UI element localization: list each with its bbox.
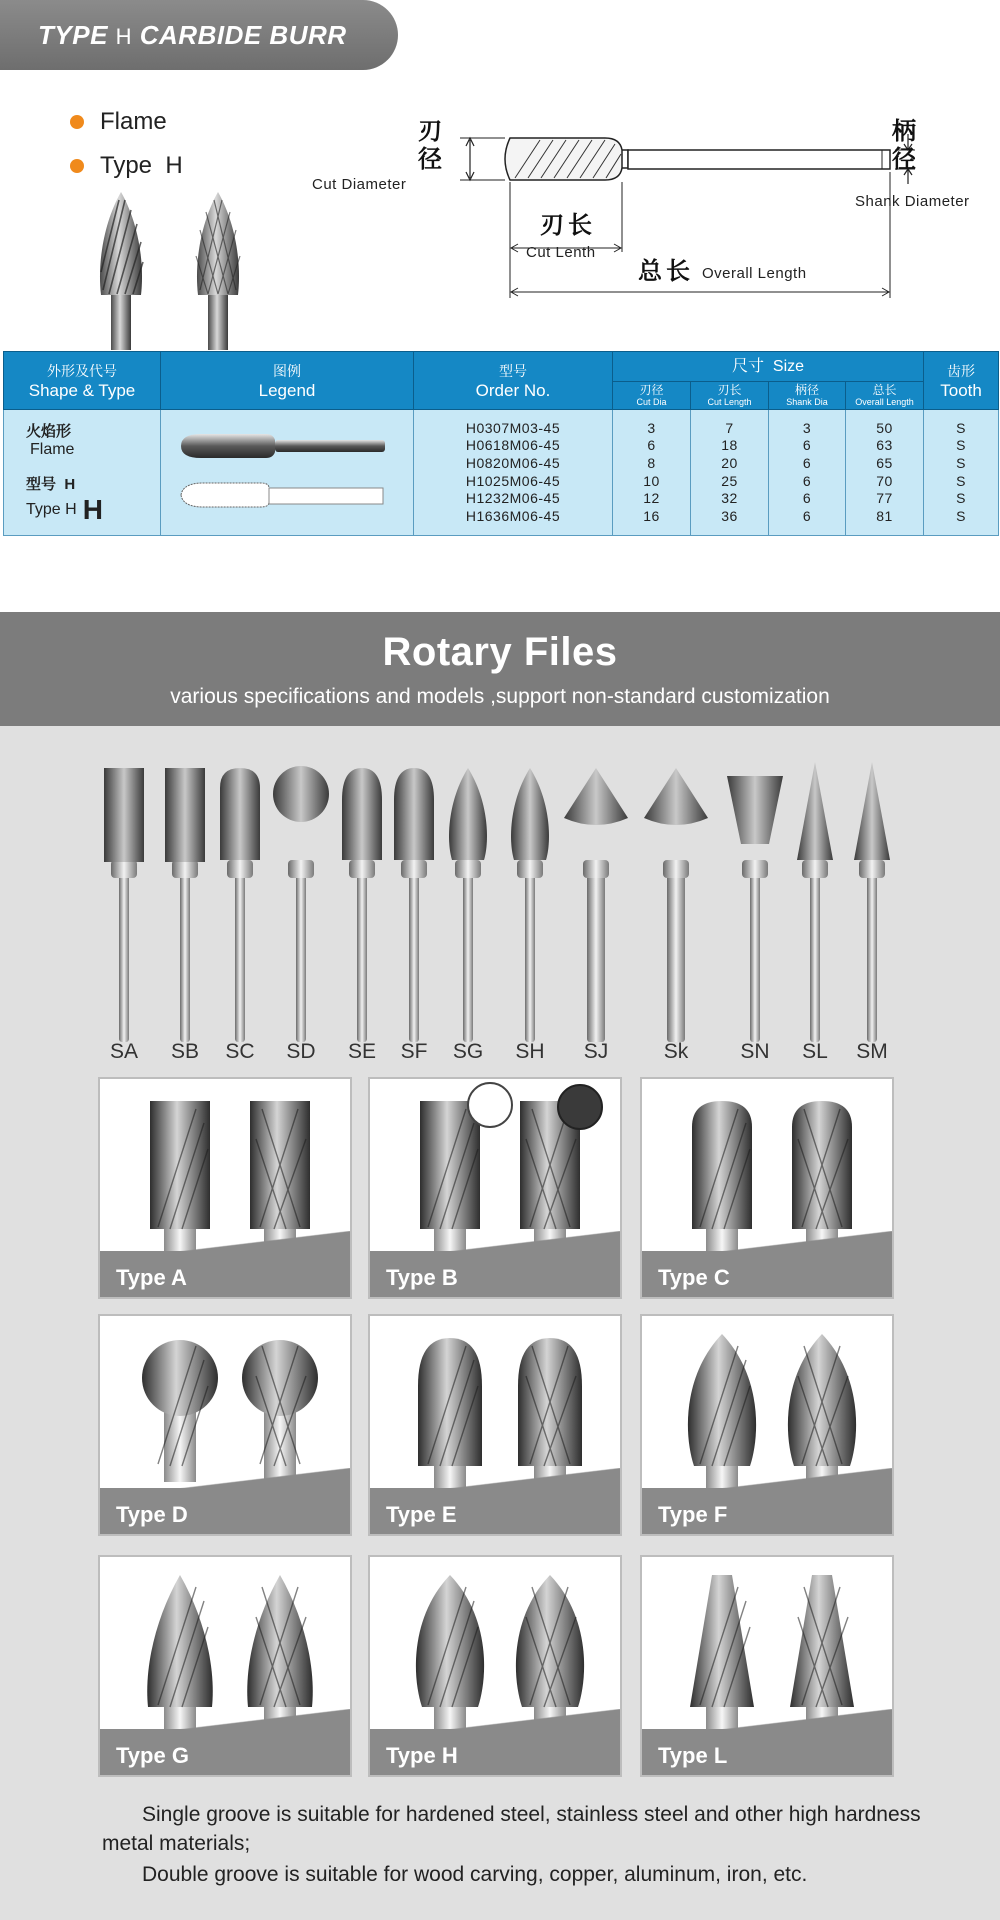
- bullet-label: Flame: [100, 108, 167, 135]
- type-card-label: Type C: [658, 1265, 730, 1290]
- type-card-label: Type D: [116, 1502, 188, 1527]
- title-prefix: TYPE: [38, 20, 116, 50]
- lineup-label-sd: SD: [286, 1040, 316, 1063]
- header-cut-length: 刃长 Cut Length: [691, 382, 769, 410]
- shape-cell: [4, 410, 161, 536]
- lineup-burr-sg: [449, 768, 487, 1042]
- shape-en: Flame: [30, 440, 75, 458]
- legend-drawings: [161, 410, 414, 530]
- lineup-label-sc: SC: [225, 1040, 255, 1063]
- banner-subtitle: various specifications and models ,support non-standard customization: [170, 685, 830, 708]
- header-shape: 外形及代号 Shape & Type: [4, 352, 161, 410]
- banner-title: Rotary Files: [382, 630, 618, 674]
- dimension-diagram: [300, 120, 1000, 310]
- lineup-label-sm: SM: [856, 1040, 888, 1063]
- lineup-label-sa: SA: [109, 1040, 139, 1063]
- lineup-burr-sb: [165, 768, 205, 1042]
- lineup-label-sh: SH: [515, 1040, 545, 1063]
- type-card-type-f: [640, 1314, 894, 1536]
- title-suffix: CARBIDE BURR: [132, 20, 347, 50]
- cut-length-en: Cut Lenth: [526, 244, 596, 261]
- tooth-cell: S S S S S S: [924, 410, 999, 536]
- type-en-row: Type H H: [26, 493, 103, 525]
- cut-diameter-en: Cut Diameter: [312, 176, 407, 193]
- header-overall-length: 总长 Overall Length: [846, 382, 924, 410]
- type-card-label: Type H: [386, 1743, 458, 1768]
- type-card-type-c: [640, 1077, 894, 1299]
- lineup-burr-sf: [394, 768, 434, 1042]
- spec-table: [3, 351, 999, 536]
- legend-cell: [161, 410, 414, 536]
- lineup-label-sb: SB: [170, 1040, 200, 1063]
- lineup-burr-sk: [644, 768, 708, 1042]
- lineup-burr-sc: [220, 768, 260, 1042]
- orange-dot-icon: [70, 115, 84, 129]
- double-groove-note: Double groove is suitable for wood carving, copper, aluminum, iron, etc.: [142, 1863, 808, 1886]
- shank-diameter-cn: 柄 径: [892, 118, 916, 173]
- lineup-burr-se: [342, 768, 382, 1042]
- type-cn: 型号 H: [26, 475, 76, 493]
- lineup-burr-sm: [854, 762, 890, 1042]
- type-big-letter: H: [82, 493, 103, 525]
- header-cut-dia: 刃径 Cut Dia: [613, 382, 691, 410]
- header-legend: 图例 Legend: [161, 352, 414, 410]
- type-card-label: Type G: [116, 1743, 189, 1768]
- rotary-files-banner: [0, 612, 1000, 726]
- lineup-burr-sd: [273, 766, 329, 1042]
- overall-length-en: Overall Length: [702, 265, 807, 282]
- title-h: H: [115, 24, 133, 49]
- order-no-cell: H0307M03-45 H0618M06-45 H0820M06-45 H1025M06-45 H1232M06-45 H1636M06-45: [414, 410, 613, 536]
- page-title-tab: [0, 0, 398, 70]
- shape-cn: 火焰形: [26, 422, 72, 440]
- shank-diameter-en: Shank Diameter: [855, 193, 970, 210]
- lineup-label-sg: SG: [452, 1040, 484, 1063]
- orange-dot-icon: [70, 159, 84, 173]
- type-card-type-e: [368, 1314, 622, 1536]
- lineup-label-sj: SJ: [583, 1040, 609, 1063]
- type-card-type-g: [98, 1555, 352, 1777]
- cut-dia-cell: 3 6 8 10 12 16: [613, 410, 691, 536]
- lineup-burr-sn: [727, 776, 783, 1042]
- lineup-label-sn: SN: [740, 1040, 770, 1063]
- type-card-type-d: [98, 1314, 352, 1536]
- type-card-type-b: [368, 1077, 622, 1299]
- header-size: 尺寸 Size: [613, 352, 924, 382]
- type-card-label: Type F: [658, 1502, 728, 1527]
- burr-lineup-photo: [0, 760, 1000, 1060]
- bullet-label: Type H: [100, 152, 183, 179]
- bullet-type: [70, 152, 183, 180]
- header-shank-dia: 柄径 Shank Dia: [769, 382, 846, 410]
- lineup-burr-sj: [564, 768, 628, 1042]
- type-card-label: Type B: [386, 1265, 458, 1290]
- type-card-type-l: [640, 1555, 894, 1777]
- type-card-type-h: [368, 1555, 622, 1777]
- type-card-type-a: [98, 1077, 352, 1299]
- overall-length-cn: 总长: [638, 258, 694, 285]
- lineup-burr-sh: [511, 768, 549, 1042]
- cut-length-cell: 7 18 20 25 32 36: [691, 410, 769, 536]
- lineup-label-sf: SF: [400, 1040, 428, 1063]
- header-order: 型号 Order No.: [414, 352, 613, 410]
- cut-length-cn: 刃长: [540, 212, 596, 239]
- flame-burr-double-cut-photo: [192, 190, 244, 350]
- lineup-burr-sa: [104, 768, 144, 1042]
- type-card-label: Type E: [386, 1502, 457, 1527]
- shank-dia-cell: 3 6 6 6 6 6: [769, 410, 846, 536]
- type-card-label: Type A: [116, 1265, 187, 1290]
- lineup-label-se: SE: [347, 1040, 377, 1063]
- bullet-flame: [70, 108, 167, 136]
- flame-burr-single-cut-photo: [95, 190, 147, 350]
- lineup-label-sk: Sk: [663, 1040, 689, 1063]
- single-groove-note: Single groove is suitable for hardened steel, stainless steel and other high hardness metal materials;: [102, 1803, 921, 1855]
- lineup-label-sl: SL: [802, 1040, 828, 1063]
- cut-diameter-cn: 刃 径: [418, 118, 442, 173]
- lineup-burr-sl: [797, 762, 833, 1042]
- header-tooth: 齿形 Tooth: [924, 352, 999, 410]
- type-card-label: Type L: [658, 1743, 728, 1768]
- overall-length-cell: 50 63 65 70 77 81: [846, 410, 924, 536]
